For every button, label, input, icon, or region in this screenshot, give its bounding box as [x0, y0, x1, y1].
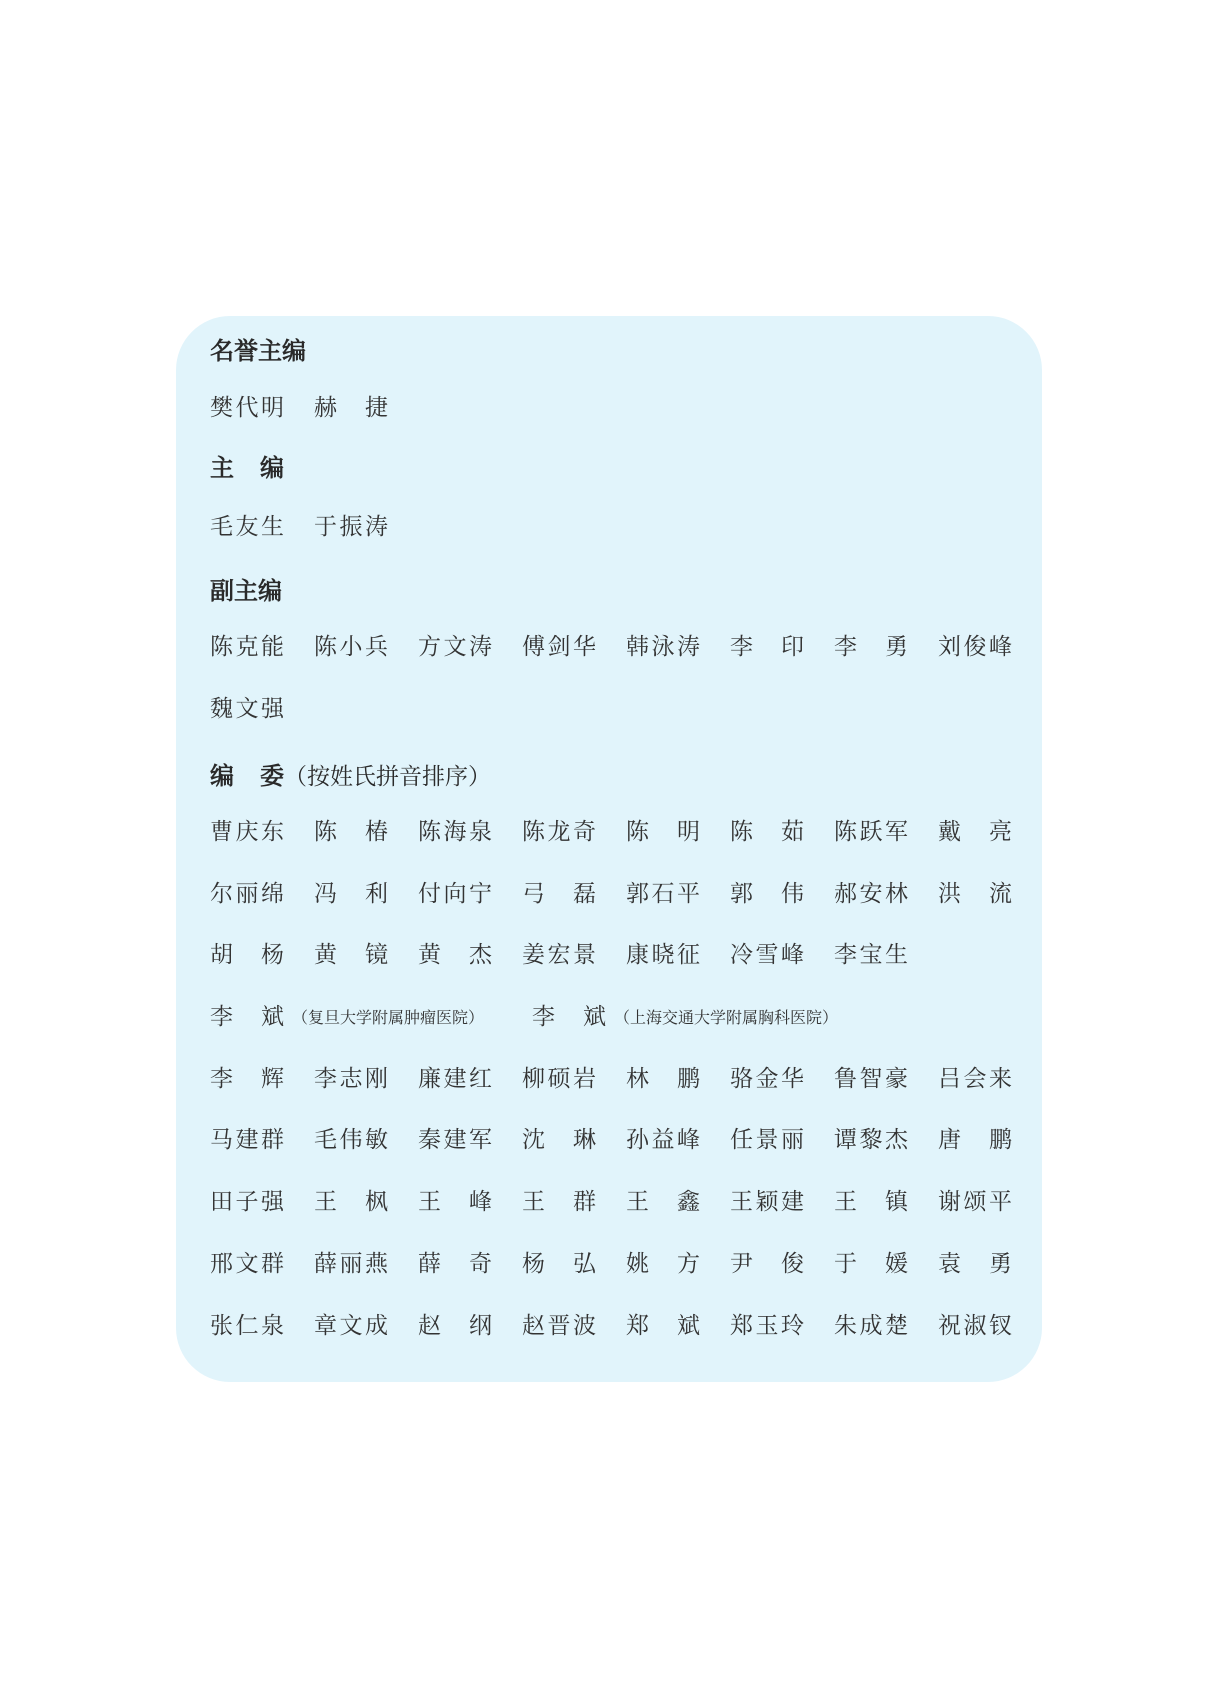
person-name: 谭 黎 杰 [834, 1127, 908, 1153]
person-name: 毛 伟 敏 [314, 1127, 388, 1153]
name-row [210, 1311, 1020, 1341]
name-row [210, 1187, 1020, 1217]
person-name: 于 振 涛 [314, 514, 388, 540]
person-name: 陈 克 能 [210, 634, 284, 660]
name-row [210, 1002, 1020, 1032]
person-name: 王 群 [522, 1189, 596, 1215]
person-name: 沈 琳 [522, 1127, 596, 1153]
name-row [210, 393, 1020, 423]
person-name: 郑 斌 [626, 1313, 700, 1339]
name-row [210, 694, 1020, 724]
institution-note: （上海交通大学附属胸科医院） [614, 1008, 839, 1027]
person-name: 陈 龙 奇 [522, 819, 596, 845]
person-name: 尹 俊 [730, 1251, 804, 1277]
person-name: 毛 友 生 [210, 514, 284, 540]
section-heading-text: 副主编 [210, 577, 282, 605]
person-name: 赵 晋 波 [522, 1313, 596, 1339]
person-name: 王 镇 [834, 1189, 908, 1215]
section-heading [210, 453, 284, 483]
person-name: 姚 方 [626, 1251, 700, 1277]
person-name: 弓 磊 [522, 881, 596, 907]
person-name: 鲁 智 豪 [834, 1066, 908, 1092]
person-name: 胡 杨 [210, 942, 284, 968]
person-name: 李 斌 [532, 1004, 606, 1030]
person-name: 陈 明 [626, 819, 700, 845]
person-name: 祝 淑 钗 [938, 1313, 1012, 1339]
person-name: 谢 颂 平 [938, 1189, 1012, 1215]
person-name: 冯 利 [314, 881, 388, 907]
person-name: 廉 建 红 [418, 1066, 492, 1092]
section-heading [210, 761, 491, 792]
section-heading [210, 576, 282, 606]
person-name: 薛 丽 燕 [314, 1251, 388, 1277]
section-heading-text: 名誉主编 [210, 337, 306, 365]
person-name: 樊 代 明 [210, 395, 284, 421]
person-name: 薛 奇 [418, 1251, 492, 1277]
person-name: 冷 雪 峰 [730, 942, 804, 968]
name-row [210, 940, 1020, 970]
section-heading [210, 336, 306, 366]
person-name: 林 鹏 [626, 1066, 700, 1092]
person-name: 陈 小 兵 [314, 634, 388, 660]
person-name: 韩 泳 涛 [626, 634, 700, 660]
section-heading-text: 编 委 [210, 762, 284, 790]
name-row [210, 1125, 1020, 1155]
person-name: 刘 俊 峰 [938, 634, 1012, 660]
name-row [210, 1064, 1020, 1094]
person-name: 于 媛 [834, 1251, 908, 1277]
person-name: 唐 鹏 [938, 1127, 1012, 1153]
person-name: 戴 亮 [938, 819, 1012, 845]
person-name: 马 建 群 [210, 1127, 284, 1153]
name-row [210, 817, 1020, 847]
person-name: 郝 安 林 [834, 881, 908, 907]
person-name: 魏 文 强 [210, 696, 284, 722]
person-name: 吕 会 来 [938, 1066, 1012, 1092]
person-name: 赫 捷 [314, 395, 388, 421]
person-name: 李 勇 [834, 634, 908, 660]
institution-note: （复旦大学附属肿瘤医院） [292, 1008, 485, 1027]
person-name: 王 枫 [314, 1189, 388, 1215]
person-name: 李 宝 生 [834, 942, 908, 968]
name-row [210, 1249, 1020, 1279]
person-name: 李 印 [730, 634, 804, 660]
person-name: 尔 丽 绵 [210, 881, 284, 907]
person-name: 陈 椿 [314, 819, 388, 845]
person-name: 杨 弘 [522, 1251, 596, 1277]
person-name: 陈 茹 [730, 819, 804, 845]
person-name: 王 颖 建 [730, 1189, 804, 1215]
person-name: 朱 成 楚 [834, 1313, 908, 1339]
person-name: 李 辉 [210, 1066, 284, 1092]
person-name: 黄 镜 [314, 942, 388, 968]
person-name: 黄 杰 [418, 942, 492, 968]
person-name: 王 鑫 [626, 1189, 700, 1215]
section-heading-text: 主 编 [210, 454, 284, 482]
person-name: 康 晓 征 [626, 942, 700, 968]
person-name: 李 斌 [210, 1004, 284, 1030]
person-name: 姜 宏 景 [522, 942, 596, 968]
person-name: 章 文 成 [314, 1313, 388, 1339]
person-name: 郭 石 平 [626, 881, 700, 907]
person-name: 洪 流 [938, 881, 1012, 907]
person-name: 傅 剑 华 [522, 634, 596, 660]
person-name: 孙 益 峰 [626, 1127, 700, 1153]
editorial-board-panel [176, 316, 1042, 1382]
person-name: 田 子 强 [210, 1189, 284, 1215]
person-name: 秦 建 军 [418, 1127, 492, 1153]
name-row [210, 879, 1020, 909]
name-row [210, 632, 1020, 662]
person-name: 郭 伟 [730, 881, 804, 907]
person-name: 张 仁 泉 [210, 1313, 284, 1339]
person-name: 骆 金 华 [730, 1066, 804, 1092]
section-note: （按姓氏拼音排序） [284, 764, 491, 790]
person-name: 陈 跃 军 [834, 819, 908, 845]
person-name: 邢 文 群 [210, 1251, 284, 1277]
person-name: 袁 勇 [938, 1251, 1012, 1277]
person-name: 方 文 涛 [418, 634, 492, 660]
person-name: 陈 海 泉 [418, 819, 492, 845]
person-name: 曹 庆 东 [210, 819, 284, 845]
person-name: 王 峰 [418, 1189, 492, 1215]
person-name: 任 景 丽 [730, 1127, 804, 1153]
name-row [210, 512, 1020, 542]
person-name: 付 向 宁 [418, 881, 492, 907]
person-name: 柳 硕 岩 [522, 1066, 596, 1092]
person-name: 赵 纲 [418, 1313, 492, 1339]
person-name: 郑 玉 玲 [730, 1313, 804, 1339]
person-name: 李 志 刚 [314, 1066, 388, 1092]
